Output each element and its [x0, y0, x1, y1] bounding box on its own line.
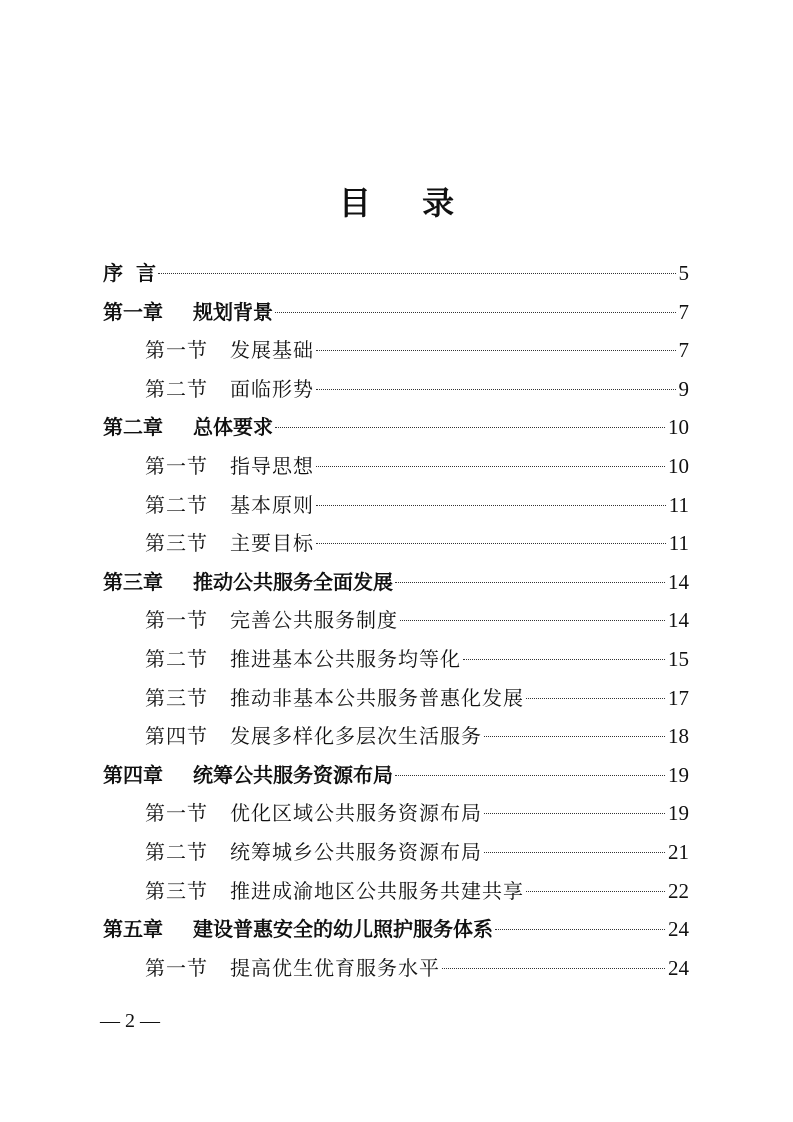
toc-section-entry[interactable]: [145, 487, 689, 523]
toc-entry-title: 规划背景: [193, 299, 273, 324]
toc-leader-dots: [400, 620, 665, 621]
toc-leader-dots: [463, 659, 665, 660]
toc-chapter-entry[interactable]: [103, 255, 689, 291]
toc-chapter-entry[interactable]: [103, 564, 689, 600]
page-number-footer: — 2 —: [100, 1010, 160, 1032]
toc-chapter-entry[interactable]: [103, 911, 689, 947]
toc-leader-dots: [495, 929, 665, 930]
toc-entry-number: 第一节: [145, 338, 208, 363]
toc-leader-dots: [316, 505, 666, 506]
toc-page-number: 19: [668, 762, 689, 787]
toc-page-number: 7: [678, 338, 689, 363]
toc-entry-label: [145, 448, 314, 484]
toc-entry-label: [145, 602, 398, 638]
toc-leader-dots: [316, 350, 676, 351]
toc-entry-title: 推进成渝地区公共服务共建共享: [230, 878, 524, 903]
toc-entry-label: [103, 911, 493, 947]
toc-section-entry[interactable]: [145, 950, 689, 986]
page-title: 目 录: [338, 184, 475, 222]
toc-leader-dots: [526, 698, 665, 699]
toc-section-entry[interactable]: [145, 602, 689, 638]
toc-entry-title: 发展基础: [230, 338, 314, 363]
toc-entry-label: [103, 255, 156, 291]
toc-section-entry[interactable]: [145, 834, 689, 870]
toc-entry-label: [145, 371, 314, 407]
toc-section-entry[interactable]: [145, 641, 689, 677]
toc-entry-title: 发展多样化多层次生活服务: [230, 724, 482, 749]
toc-leader-dots: [316, 389, 676, 390]
toc-entry-number: 序: [103, 261, 123, 285]
toc-entry-number: 第二节: [145, 647, 208, 671]
toc-leader-dots: [484, 852, 665, 853]
toc-entry-label: [145, 641, 461, 677]
toc-entry-label: [103, 409, 273, 445]
toc-entry-number: 第二节: [145, 840, 208, 864]
toc-entry-number: 第一章: [103, 299, 163, 324]
toc-page-number: 18: [668, 724, 689, 749]
toc-leader-dots: [395, 582, 665, 583]
toc-page-number: 17: [668, 685, 689, 710]
toc-entry-title: 指导思想: [230, 454, 314, 478]
toc-entry-label: [145, 332, 314, 368]
toc-page-number: 5: [678, 261, 689, 285]
toc-chapter-entry[interactable]: [103, 409, 689, 445]
toc-leader-dots: [275, 427, 665, 428]
toc-entry-title: 主要目标: [230, 531, 314, 556]
toc-entry-title: 推动非基本公共服务普惠化发展: [230, 685, 524, 710]
toc-entry-number: 第三节: [145, 685, 208, 710]
toc-section-entry[interactable]: [145, 371, 689, 407]
toc-page-number: 9: [678, 376, 689, 401]
toc-entry-title: 提高优生优育服务水平: [230, 955, 440, 980]
toc-entry-label: [145, 525, 314, 561]
toc-section-entry[interactable]: [145, 795, 689, 831]
toc-section-entry[interactable]: [145, 873, 689, 909]
toc-page-number: 14: [668, 569, 689, 594]
toc-entry-title: 基本原则: [230, 492, 314, 517]
toc-section-entry[interactable]: [145, 332, 689, 368]
toc-entry-number: 第三节: [145, 878, 208, 903]
toc-entry-title: 推动公共服务全面发展: [193, 569, 393, 594]
toc-entry-title: 统筹城乡公共服务资源布局: [230, 840, 482, 864]
toc-page-number: 22: [668, 878, 689, 903]
toc-section-entry[interactable]: [145, 525, 689, 561]
toc-entry-title: 完善公共服务制度: [230, 608, 398, 633]
toc-leader-dots: [316, 466, 665, 467]
toc-entry-label: [145, 795, 482, 831]
toc-leader-dots: [526, 891, 665, 892]
toc-section-entry[interactable]: [145, 680, 689, 716]
toc-leader-dots: [316, 543, 666, 544]
toc-entry-title: 总体要求: [193, 415, 273, 440]
toc-section-entry[interactable]: [145, 448, 689, 484]
toc-entry-label: [145, 873, 524, 909]
toc-entry-label: [145, 718, 482, 754]
toc-page-number: 24: [668, 955, 689, 980]
toc-page-number: 11: [668, 531, 689, 556]
toc-entry-title: 优化区域公共服务资源布局: [230, 801, 482, 826]
toc-entry-label: [145, 680, 524, 716]
toc-entry-number: 第一节: [145, 454, 208, 478]
toc-section-entry[interactable]: [145, 718, 689, 754]
toc-leader-dots: [484, 736, 665, 737]
toc-entry-title: 统筹公共服务资源布局: [193, 762, 393, 787]
toc-entry-number: 第二章: [103, 415, 163, 440]
toc-entry-number: 第二节: [145, 492, 208, 517]
toc-page-number: 10: [668, 415, 689, 440]
toc-entry-title: 建设普惠安全的幼儿照护服务体系: [193, 917, 493, 942]
toc-entry-number: 第三章: [103, 569, 163, 594]
toc-entry-title: 推进基本公共服务均等化: [230, 647, 461, 671]
toc-entry-number: 第一节: [145, 955, 208, 980]
toc-leader-dots: [484, 813, 665, 814]
toc-page-number: 14: [668, 608, 689, 633]
toc-entry-title: 言: [136, 261, 156, 285]
toc-entry-label: [145, 950, 440, 986]
toc-page-number: 7: [678, 299, 689, 324]
toc-entry-number: 第五章: [103, 917, 163, 942]
toc-entry-label: [103, 294, 273, 330]
toc-page-number: 11: [668, 492, 689, 517]
toc-entry-number: 第四节: [145, 724, 208, 749]
toc-chapter-entry[interactable]: [103, 757, 689, 793]
toc-leader-dots: [158, 273, 676, 274]
toc-page-number: 10: [668, 454, 689, 478]
toc-leader-dots: [275, 312, 676, 313]
toc-page-number: 15: [668, 647, 689, 671]
toc-entry-label: [145, 834, 482, 870]
toc-entry-number: 第四章: [103, 762, 163, 787]
toc-leader-dots: [395, 775, 665, 776]
toc-chapter-entry[interactable]: [103, 294, 689, 330]
toc-page-number: 19: [668, 801, 689, 826]
toc-entry-label: [103, 564, 393, 600]
toc-entry-number: 第二节: [145, 376, 208, 401]
toc-entry-label: [145, 487, 314, 523]
toc-entry-title: 面临形势: [230, 376, 314, 401]
toc-entry-label: [103, 757, 393, 793]
toc-leader-dots: [442, 968, 665, 969]
toc-entry-number: 第一节: [145, 801, 208, 826]
toc-page-number: 21: [668, 840, 689, 864]
toc-entry-number: 第三节: [145, 531, 208, 556]
toc-page-number: 24: [668, 917, 689, 942]
toc-entry-number: 第一节: [145, 608, 208, 633]
